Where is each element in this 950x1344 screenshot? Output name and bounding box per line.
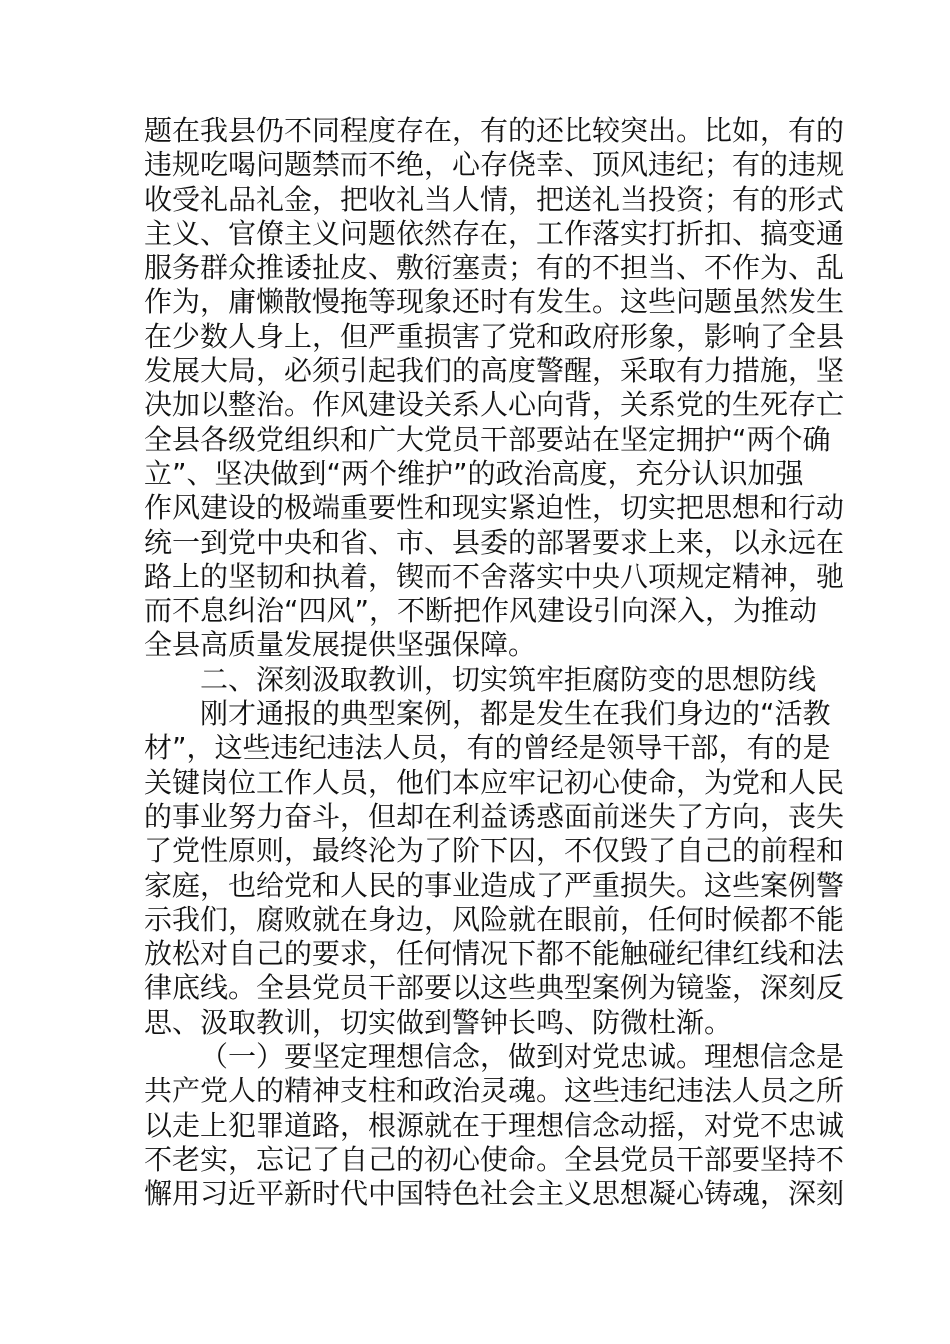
text-line: 而不息纠治“四风”，不断把作风建设引向深入，为推动 — [144, 594, 818, 628]
text-line: 统一到党中央和省、市、县委的部署要求上来，以永远在 — [144, 525, 845, 559]
text-line: 立”、坚决做到“两个维护”的政治高度，充分认识加强 — [144, 456, 804, 490]
text-line: 刚才通报的典型案例，都是发生在我们身边的“活教 — [200, 697, 831, 731]
text-line: 全县高质量发展提供坚强保障。 — [144, 628, 537, 662]
text-line: 了党性原则，最终沦为了阶下囚，不仅毁了自己的前程和 — [144, 834, 845, 868]
document-body-text — [144, 114, 845, 1212]
text-line: 家庭，也给党和人民的事业造成了严重损失。这些案例警 — [144, 868, 845, 902]
text-line: 主义、官僚主义问题依然存在，工作落实打折扣、搞变通 — [144, 216, 845, 250]
text-line: 决加以整治。作风建设关系人心向背，关系党的生死存亡 — [144, 388, 845, 422]
text-line: 题在我县仍不同程度存在，有的还比较突出。比如，有的 — [144, 114, 845, 147]
text-line: 二、深刻汲取教训，切实筑牢拒腐防变的思想防线 — [200, 662, 817, 696]
text-line: 懈用习近平新时代中国特色社会主义思想凝心铸魂，深刻 — [144, 1177, 845, 1211]
text-line: 放松对自己的要求，任何情况下都不能触碰纪律红线和法 — [144, 937, 845, 971]
text-line: 路上的坚韧和执着，锲而不舍落实中央八项规定精神，驰 — [144, 559, 845, 593]
text-line: 在少数人身上，但严重损害了党和政府形象，影响了全县 — [144, 319, 845, 353]
text-line: 全县各级党组织和广大党员干部要站在坚定拥护“两个确 — [144, 422, 831, 456]
text-line: 不老实，忘记了自己的初心使命。全县党员干部要坚持不 — [144, 1142, 845, 1176]
text-line: （一）要坚定理想信念，做到对党忠诚。理想信念是 — [200, 1040, 845, 1074]
text-line: 思、汲取教训，切实做到警钟长鸣、防微杜渐。 — [144, 1005, 733, 1039]
text-line: 以走上犯罪道路，根源就在于理想信念动摇，对党不忠诚 — [144, 1108, 845, 1142]
text-line: 的事业努力奋斗，但却在利益诱惑面前迷失了方向，丧失 — [144, 799, 845, 833]
text-line: 作风建设的极端重要性和现实紧迫性，切实把思想和行动 — [144, 491, 845, 525]
text-line: 示我们，腐败就在身边，风险就在眼前，任何时候都不能 — [144, 902, 845, 936]
text-line: 共产党人的精神支柱和政治灵魂。这些违纪违法人员之所 — [144, 1074, 845, 1108]
text-line: 收受礼品礼金，把收礼当人情，把送礼当投资；有的形式 — [144, 182, 845, 216]
text-line: 发展大局，必须引起我们的高度警醒，采取有力措施，坚 — [144, 354, 845, 388]
text-line: 关键岗位工作人员，他们本应牢记初心使命，为党和人民 — [144, 765, 845, 799]
text-line: 材”，这些违纪违法人员，有的曾经是领导干部，有的是 — [144, 731, 831, 765]
text-line: 违规吃喝问题禁而不绝，心存侥幸、顶风违纪；有的违规 — [144, 148, 845, 182]
text-line: 律底线。全县党员干部要以这些典型案例为镜鉴，深刻反 — [144, 971, 845, 1005]
text-line: 服务群众推诿扯皮、敷衍塞责；有的不担当、不作为、乱 — [144, 251, 845, 285]
text-line: 作为，庸懒散慢拖等现象还时有发生。这些问题虽然发生 — [144, 285, 845, 319]
